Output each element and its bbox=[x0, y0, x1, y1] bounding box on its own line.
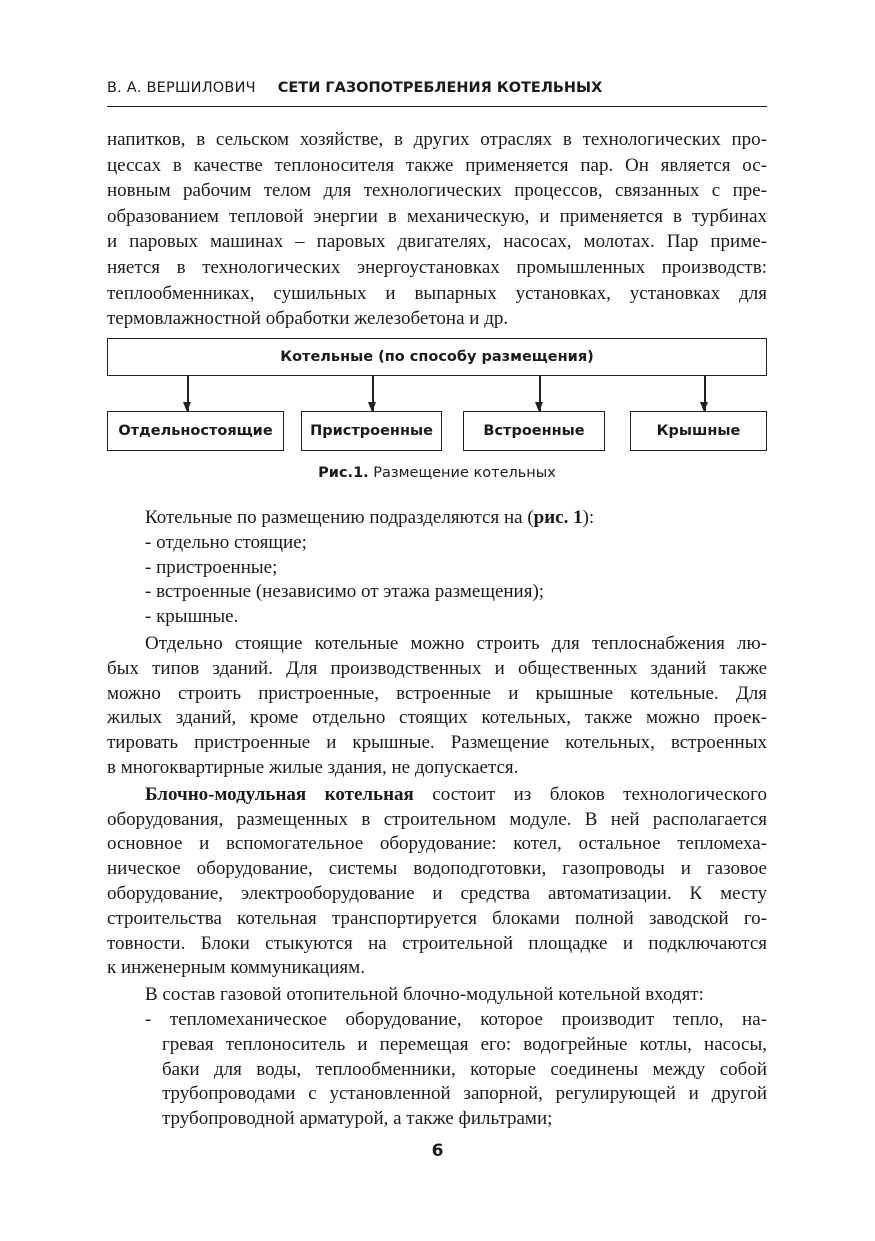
text-line: строительства котельная транспортируется блоками полной заводской го- bbox=[107, 907, 767, 929]
list-item: - встроенные (независимо от этажа размещения); bbox=[145, 581, 545, 603]
text-line: товности. Блоки стыкуются на строительной площадке и подключаются bbox=[107, 932, 767, 954]
text-line: баки для воды, теплообменники, которые соединены между собой bbox=[162, 1058, 767, 1080]
arrow-icon bbox=[539, 376, 541, 411]
intro-paragraph bbox=[107, 127, 767, 332]
paragraph-composition bbox=[107, 983, 767, 1132]
page-number: 6 bbox=[431, 1141, 444, 1161]
text-line: жилых зданий, кроме отдельно стоящих котельных, также можно проек- bbox=[107, 707, 767, 729]
header-title: СЕТИ ГАЗОПОТРЕБЛЕНИЯ КОТЕЛЬНЫХ bbox=[277, 80, 603, 96]
text-line: образованием тепловой энергии в механическую, и применяется в турбинах bbox=[107, 205, 767, 227]
text-line: трубопроводами с установленной запорной, регулирующей и другой bbox=[162, 1083, 767, 1105]
figure-caption bbox=[107, 465, 767, 481]
list-item: - пристроенные; bbox=[145, 556, 278, 578]
diagram-box-built-in: Встроенные bbox=[463, 411, 605, 451]
list-item: - отдельно стоящие; bbox=[145, 531, 307, 553]
body-text bbox=[107, 506, 767, 1134]
running-header bbox=[107, 80, 767, 107]
diagram-box-freestanding: Отдельностоящие bbox=[107, 411, 284, 451]
text-line: термовлажностной обработки железобетона и др. bbox=[107, 308, 509, 330]
p1-before: Котельные по размещению подразделяются на ( bbox=[145, 507, 534, 528]
list-item: - тепломеханическое оборудование, которое производит тепло, на- bbox=[145, 1008, 767, 1030]
caption-label: Рис.1. bbox=[318, 465, 369, 481]
paragraph-block-modular bbox=[107, 783, 767, 981]
arrow-icon bbox=[704, 376, 706, 411]
diagram-box-attached: Пристроенные bbox=[301, 411, 442, 451]
text-line: можно строить пристроенные, встроенные и крышные котельные. Для bbox=[107, 682, 767, 704]
p1-after: ): bbox=[582, 507, 595, 528]
text-line: няется в технологических энергоустановках промышленных производств: bbox=[107, 256, 767, 278]
text-line: теплообменниках, сушильных и выпарных установках, установках для bbox=[107, 282, 767, 304]
text-line: и паровых машинах – паровых двигателях, насосах, молотах. Пар приме- bbox=[107, 231, 767, 253]
figure-reference: рис. 1 bbox=[533, 507, 583, 528]
text-line: оборудование, электрооборудование и средства автоматизации. К месту bbox=[107, 882, 767, 904]
text-line: новным рабочим телом для технологических процессов, связанных с пре- bbox=[107, 180, 767, 202]
text-line: к инженерным коммуникациям. bbox=[107, 957, 365, 979]
text-line bbox=[107, 783, 767, 808]
text-fragment: состоит из блоков технологического bbox=[413, 783, 767, 805]
text-line: тировать пристроенные и крышные. Размещение котельных, встроенных bbox=[107, 732, 767, 754]
arrow-icon bbox=[372, 376, 374, 411]
text-line: цессах в качестве теплоносителя также применяется пар. Он является ос- bbox=[107, 154, 767, 176]
text-line: гревая теплоноситель и перемещая его: водогрейные котлы, насосы, bbox=[162, 1033, 767, 1055]
text-line: трубопроводной арматурой, а также фильтрами; bbox=[162, 1108, 553, 1130]
text-line: ническое оборудование, системы водоподготовки, газопроводы и газовое bbox=[107, 858, 767, 880]
arrow-icon bbox=[187, 376, 189, 411]
text-line: основное и вспомогательное оборудование: котел, остальное тепломеха- bbox=[107, 833, 767, 855]
text-line: напитков, в сельском хозяйстве, в других отраслях в технологических про- bbox=[107, 129, 767, 150]
paragraph-freestanding bbox=[107, 632, 767, 781]
text-line: оборудования, размещенных в строительном модуле. В ней располагается bbox=[107, 808, 767, 830]
paragraph-placement bbox=[107, 506, 767, 630]
text-line: бых типов зданий. Для производственных и общественных зданий также bbox=[107, 657, 767, 679]
text-line: Отдельно стоящие котельные можно строить для теплоснабжения лю- bbox=[145, 632, 767, 654]
caption-text: Размещение котельных bbox=[368, 465, 556, 481]
header-author: В. А. ВЕРШИЛОВИЧ bbox=[107, 80, 256, 96]
term-bold: Блочно-модульная котельная bbox=[145, 783, 414, 805]
diagram-box-rooftop: Крышные bbox=[630, 411, 767, 451]
text-line: В состав газовой отопительной блочно-модульной котельной входят: bbox=[145, 984, 704, 1006]
list-item: - крышные. bbox=[145, 606, 239, 628]
text-line: в многоквартирные жилые здания, не допускается. bbox=[107, 756, 519, 778]
text-line bbox=[107, 506, 767, 531]
diagram-root-box: Котельные (по способу размещения) bbox=[107, 338, 767, 376]
